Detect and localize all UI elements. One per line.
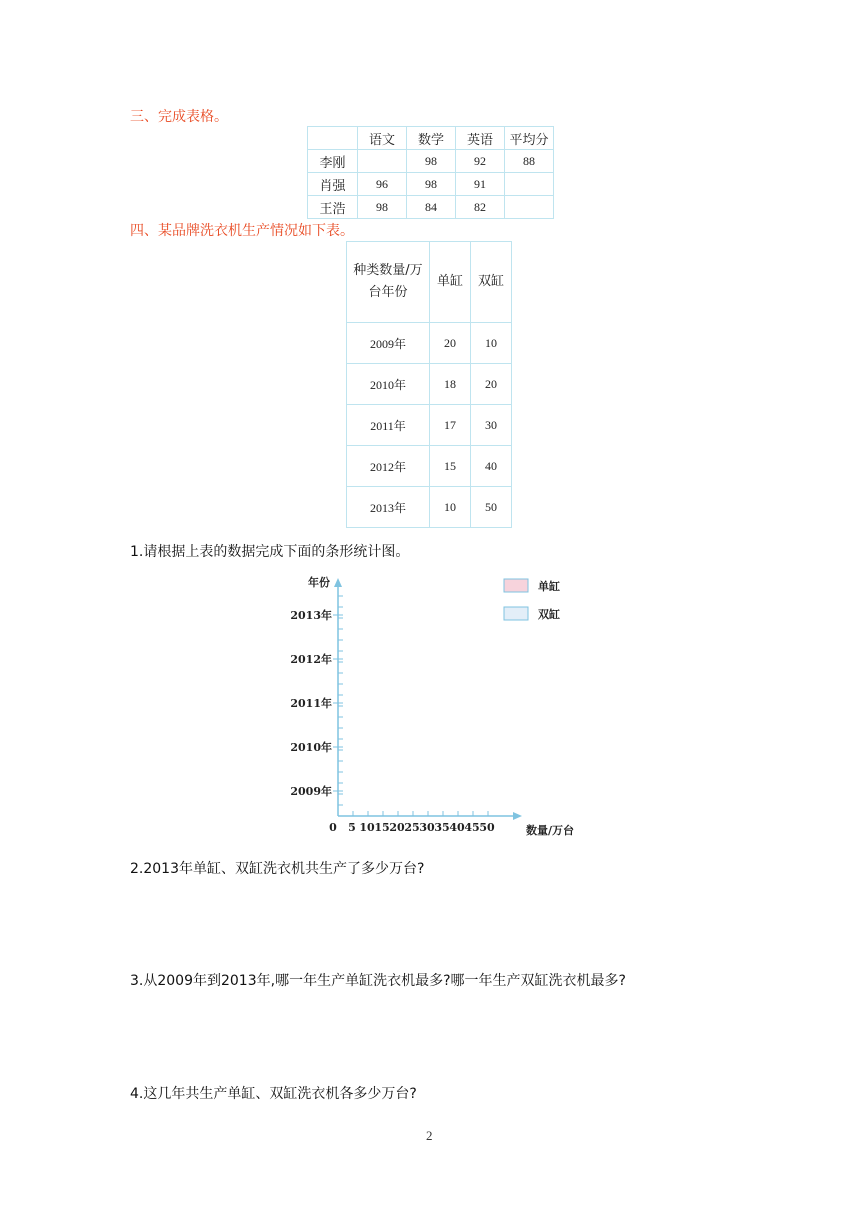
legend-swatch	[504, 607, 528, 620]
table-header: 语文	[358, 127, 407, 150]
corner-line1: 种类数量/万	[353, 263, 423, 278]
table-cell: 王浩	[308, 196, 358, 219]
table-cell: 98	[407, 173, 456, 196]
table-row	[347, 323, 512, 364]
table-cell: 2012年	[347, 446, 430, 487]
table-cell: 2010年	[347, 364, 430, 405]
table-row	[347, 446, 512, 487]
table-header: 单缸	[430, 242, 471, 323]
x-tick-label: 20	[389, 821, 405, 834]
x-tick-label: 35	[434, 821, 450, 834]
table-cell: 20	[430, 323, 471, 364]
table-cell	[358, 150, 407, 173]
page-number: 2	[426, 1128, 433, 1143]
corner-line2: 台年份	[368, 285, 408, 300]
table-cell: 40	[471, 446, 512, 487]
table-cell: 92	[456, 150, 505, 173]
legend-label: 单缸	[538, 580, 560, 593]
x-tick-label: 40	[449, 821, 465, 834]
table-row	[347, 405, 512, 446]
x-axis-arrow-icon	[513, 812, 522, 820]
y-tick-label: 2013年	[290, 609, 332, 622]
section4-heading: 四、某品牌洗衣机生产情况如下表。	[130, 223, 354, 239]
table-header: 数学	[407, 127, 456, 150]
x-tick-label: 30	[419, 821, 435, 834]
x-tick-label: 5	[348, 821, 356, 834]
table-cell: 91	[456, 173, 505, 196]
legend-label: 双缸	[538, 608, 560, 621]
x-tick-label: 10	[359, 821, 375, 834]
x-tick-label: 25	[404, 821, 420, 834]
table-cell: 10	[471, 323, 512, 364]
table-header: 英语	[456, 127, 505, 150]
table-cell: 15	[430, 446, 471, 487]
question-2: 2.2013年单缸、双缸洗衣机共生产了多少万台?	[130, 861, 425, 877]
table-cell	[505, 173, 554, 196]
x-tick-label: 0	[329, 821, 337, 834]
section3-heading: 三、完成表格。	[130, 109, 228, 125]
table-cell: 20	[471, 364, 512, 405]
table-header-corner	[347, 242, 430, 323]
question-1: 1.请根据上表的数据完成下面的条形统计图。	[130, 544, 410, 560]
table-row	[308, 127, 554, 150]
table-cell	[505, 196, 554, 219]
table-cell: 18	[430, 364, 471, 405]
table-cell: 50	[471, 487, 512, 528]
table-cell: 李刚	[308, 150, 358, 173]
table-cell: 98	[358, 196, 407, 219]
y-axis-arrow-icon	[334, 578, 342, 587]
table-row	[308, 196, 554, 219]
table-row	[308, 173, 554, 196]
y-tick-label: 2009年	[290, 785, 332, 798]
table-header: 双缸	[471, 242, 512, 323]
bar-chart	[270, 570, 590, 845]
table-cell: 2009年	[347, 323, 430, 364]
table-cell: 88	[505, 150, 554, 173]
table-header: 平均分	[505, 127, 554, 150]
y-tick-label: 2010年	[290, 741, 332, 754]
table-cell: 肖强	[308, 173, 358, 196]
table-cell: 10	[430, 487, 471, 528]
x-tick-label: 50	[479, 821, 495, 834]
table-row	[308, 150, 554, 173]
table-cell: 2013年	[347, 487, 430, 528]
x-axis-label: 数量/万台	[526, 824, 575, 837]
table-row	[347, 487, 512, 528]
table-header	[308, 127, 358, 150]
y-tick-label: 2011年	[290, 697, 332, 710]
table-row	[347, 364, 512, 405]
x-tick-label: 15	[374, 821, 390, 834]
table-cell: 96	[358, 173, 407, 196]
table-cell: 84	[407, 196, 456, 219]
table-cell: 98	[407, 150, 456, 173]
question-4: 4.这几年共生产单缸、双缸洗衣机各多少万台?	[130, 1086, 417, 1102]
y-axis-label: 年份	[308, 576, 330, 589]
legend-swatch	[504, 579, 528, 592]
question-3: 3.从2009年到2013年,哪一年生产单缸洗衣机最多?哪一年生产双缸洗衣机最多?	[130, 973, 626, 989]
table-row	[347, 242, 512, 323]
table-cell: 17	[430, 405, 471, 446]
table-cell: 30	[471, 405, 512, 446]
scores-table	[307, 126, 554, 219]
washer-table	[346, 241, 512, 528]
table-cell: 2011年	[347, 405, 430, 446]
table-cell: 82	[456, 196, 505, 219]
x-tick-label: 45	[464, 821, 480, 834]
y-tick-label: 2012年	[290, 653, 332, 666]
